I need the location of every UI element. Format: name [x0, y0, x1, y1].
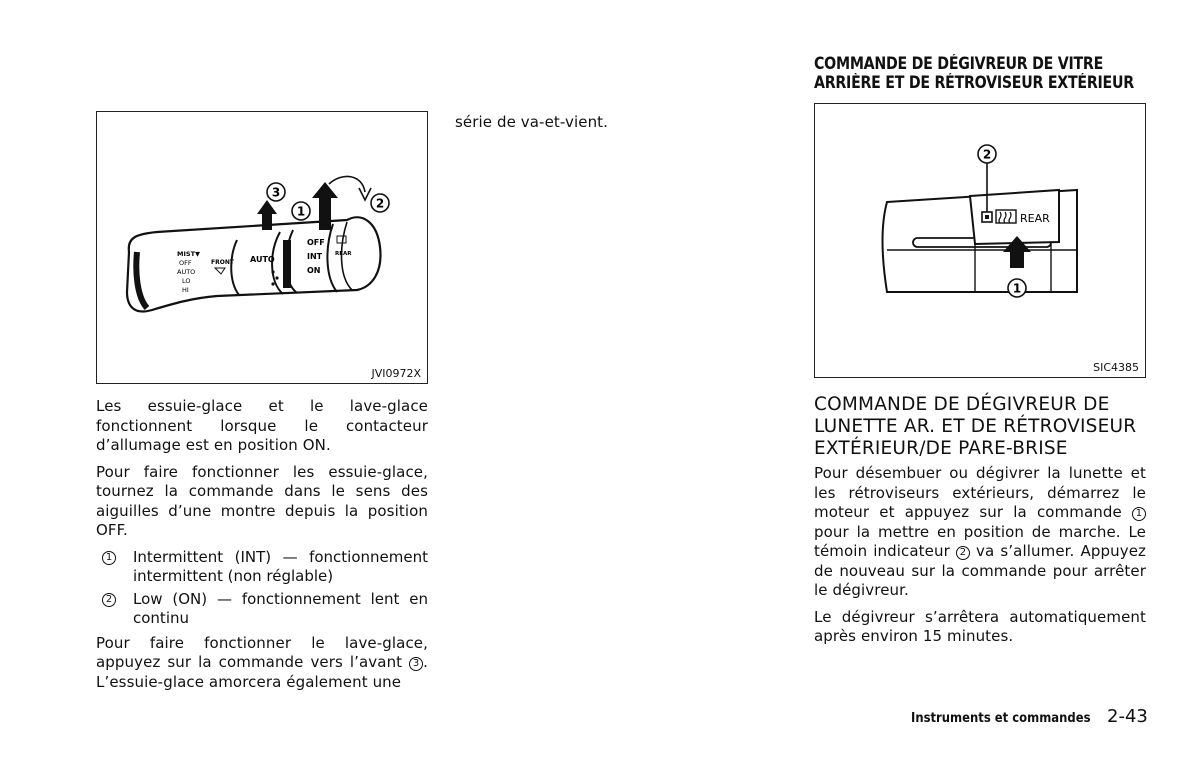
defroster-switch-figure	[814, 103, 1146, 378]
section-title-line: ARRIÈRE ET DE RÉTROVISEUR EXTÉRIEUR	[814, 73, 1134, 92]
stalk-label-auto: AUTO	[177, 268, 196, 276]
paragraph	[814, 464, 1146, 601]
list-item	[96, 590, 428, 629]
continuation-text: série de va-et-vient.	[455, 113, 609, 131]
callout-1: 1	[1012, 281, 1022, 296]
figure-code: JVI0972X	[371, 367, 421, 380]
stalk-label-lo: LO	[182, 277, 191, 285]
marker-1: 1	[1132, 507, 1146, 521]
middle-text-column	[455, 113, 785, 140]
paragraph: Les essuie-glace et le lave-glace fonctionnent lorsque le contacteur d’allumage est en position ON.	[96, 397, 428, 454]
rear-label: REAR	[1020, 212, 1050, 225]
stalk-label-misty: MIST▼	[177, 250, 201, 258]
footer-section-label: Instruments et commandes	[911, 710, 1091, 726]
wiper-stalk-illustration	[97, 112, 427, 383]
subheading: COMMANDE DE DÉGIVREUR DE LUNETTE AR. ET DE RÉTROVISEUR EXTÉRIEUR/DE PARE-BRISE	[814, 394, 1137, 459]
callout-2: 2	[375, 196, 385, 211]
paragraph-text: Pour désembuer ou dégivrer la lunette et les rétroviseurs extérieurs, démarrez le moteur et appuyez sur la commande	[814, 464, 1146, 521]
stalk-label-front: FRONT	[211, 259, 234, 266]
paragraph: Pour faire fonctionner les essuie-glace, tournez la commande dans le sens des aiguilles d’une montre depuis la position OFF.	[96, 462, 428, 539]
figure-code: SIC4385	[1093, 361, 1139, 374]
callout-2: 2	[982, 147, 992, 162]
wiper-switch-figure	[96, 111, 428, 384]
list-item-text: Intermittent (INT) — fonctionnement intermittent (non réglable)	[133, 547, 428, 585]
stalk-label-rear: REAR	[335, 251, 352, 257]
paragraph: Le dégivreur s’arrêtera automatiquement après environ 15 minutes.	[814, 607, 1146, 645]
stalk-label-off: OFF	[179, 259, 192, 267]
list-item	[96, 548, 428, 587]
stalk-label-on: ON	[307, 266, 321, 275]
right-text-column	[814, 394, 1146, 654]
marker-3: 3	[409, 657, 423, 671]
marker-2: 2	[102, 593, 116, 607]
paragraph-text: . L’essuie-glace amorcera également une	[96, 653, 428, 691]
page-number: 2-43	[1107, 706, 1148, 727]
stalk-label-hi: HI	[182, 286, 189, 294]
list-item-text: Low (ON) — fonctionnement lent en continu	[133, 589, 428, 627]
paragraph-text: Pour faire fonctionner le lave-glace, appuyez sur la commande vers l’avant	[96, 633, 428, 671]
paragraph-text: pour la mettre en position de marche. Le témoin indicateur	[814, 522, 1146, 560]
callout-3: 3	[271, 185, 281, 200]
defroster-illustration	[815, 104, 1145, 377]
stalk-label-int: INT	[307, 252, 323, 261]
paragraph	[96, 634, 428, 693]
section-title	[814, 54, 1194, 92]
left-text-column	[96, 397, 428, 699]
callout-1: 1	[296, 204, 306, 219]
section-title-line: COMMANDE DE DÉGIVREUR DE VITRE	[814, 54, 1104, 73]
paragraph-text: va s’allumer. Appuyez de nouveau sur la commande pour arrêter le dégivreur.	[814, 542, 1146, 599]
marker-2: 2	[956, 546, 970, 560]
rear-defrost-icon	[996, 210, 1016, 223]
stalk-label-off-ring: OFF	[307, 238, 325, 247]
marker-1: 1	[102, 551, 116, 565]
stalk-label-auto-ring: AUTO	[250, 255, 275, 264]
